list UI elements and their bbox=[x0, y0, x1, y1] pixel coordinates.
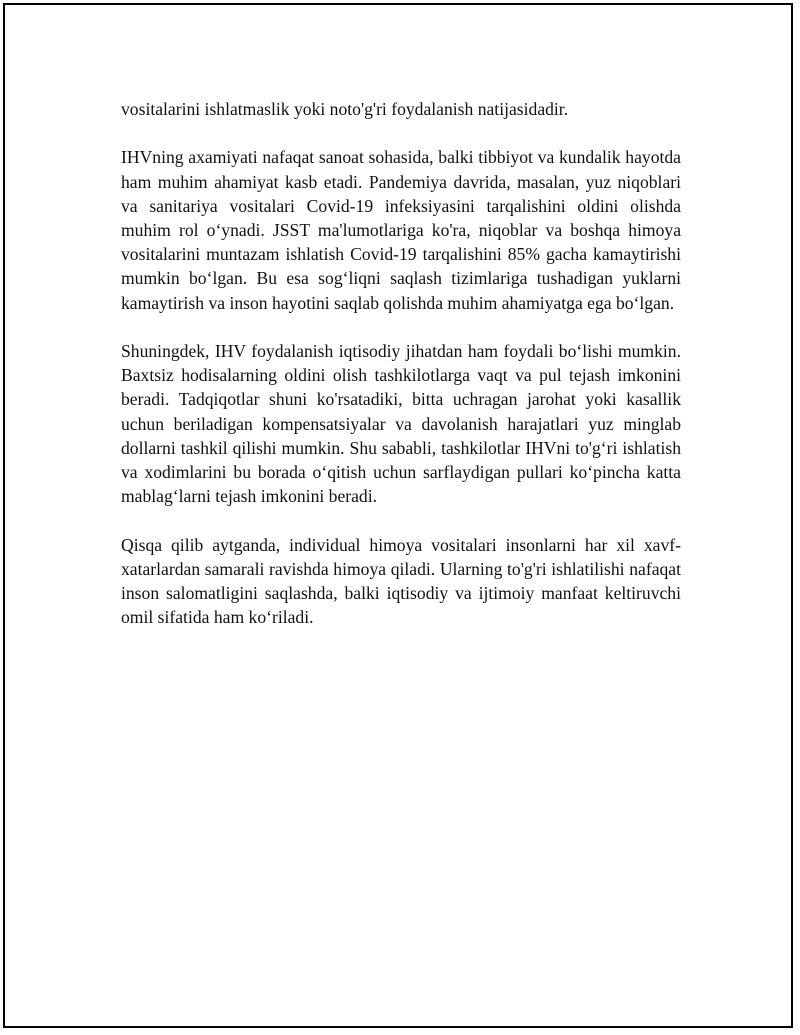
paragraph-4: Qisqa qilib aytganda, individual himoya vositalari insonlarni har xil xavf-xatarlardan samarali ravishda himoya qiladi. Ularning to'g'ri ishlatilishi nafaqat inson salomatligini saqlashda, balki iqtisodiy va ijtimoiy manfaat keltiruvchi omil sifatida ham ko‘riladi. bbox=[121, 534, 681, 628]
document-body bbox=[121, 97, 681, 654]
document-page bbox=[3, 3, 793, 1028]
paragraph-3: Shuningdek, IHV foydalanish iqtisodiy jihatdan ham foydali bo‘lishi mumkin. Baxtsiz hodisalarning oldini olish tashkilotlarga vaqt va pul tejash imkonini beradi. Tadqiqotlar shuni ko'rsatadiki, bitta uchragan jarohat yoki kasallik uchun beriladigan kompensatsiyalar va davolanish harajatlari yuz minglab dollarni tashkil qilishi mumkin. Shu sababli, tashkilotlar IHVni to'g‘ri ishlatish va xodimlarini bu borada o‘qitish uchun sarflaydigan pullari ko‘pincha katta mablag‘larni tejash imkonini beradi. bbox=[121, 341, 681, 507]
paragraph-1: vositalarini ishlatmaslik yoki noto'g'ri foydalanish natijasidadir. bbox=[121, 99, 569, 119]
paragraph-2: IHVning axamiyati nafaqat sanoat sohasida, balki tibbiyot va kundalik hayotda ham muhim ahamiyat kasb etadi. Pandemiya davrida, masalan, yuz niqoblari va sanitariya vositalari Covid-19 infeksiyasini tarqalishini oldini olishda muhim rol o‘ynadi. JSST ma'lumotlariga ko'ra, niqoblar va boshqa himoya vositalarini muntazam ishlatish Covid-19 tarqalishini 85% gacha kamaytirishi mumkin bo‘lgan. Bu esa sog‘liqni saqlash tizimlariga tushadigan yuklarni kamaytirish va inson hayotini saqlab qolishda muhim ahamiyatga ega bo‘lgan. bbox=[121, 147, 681, 313]
